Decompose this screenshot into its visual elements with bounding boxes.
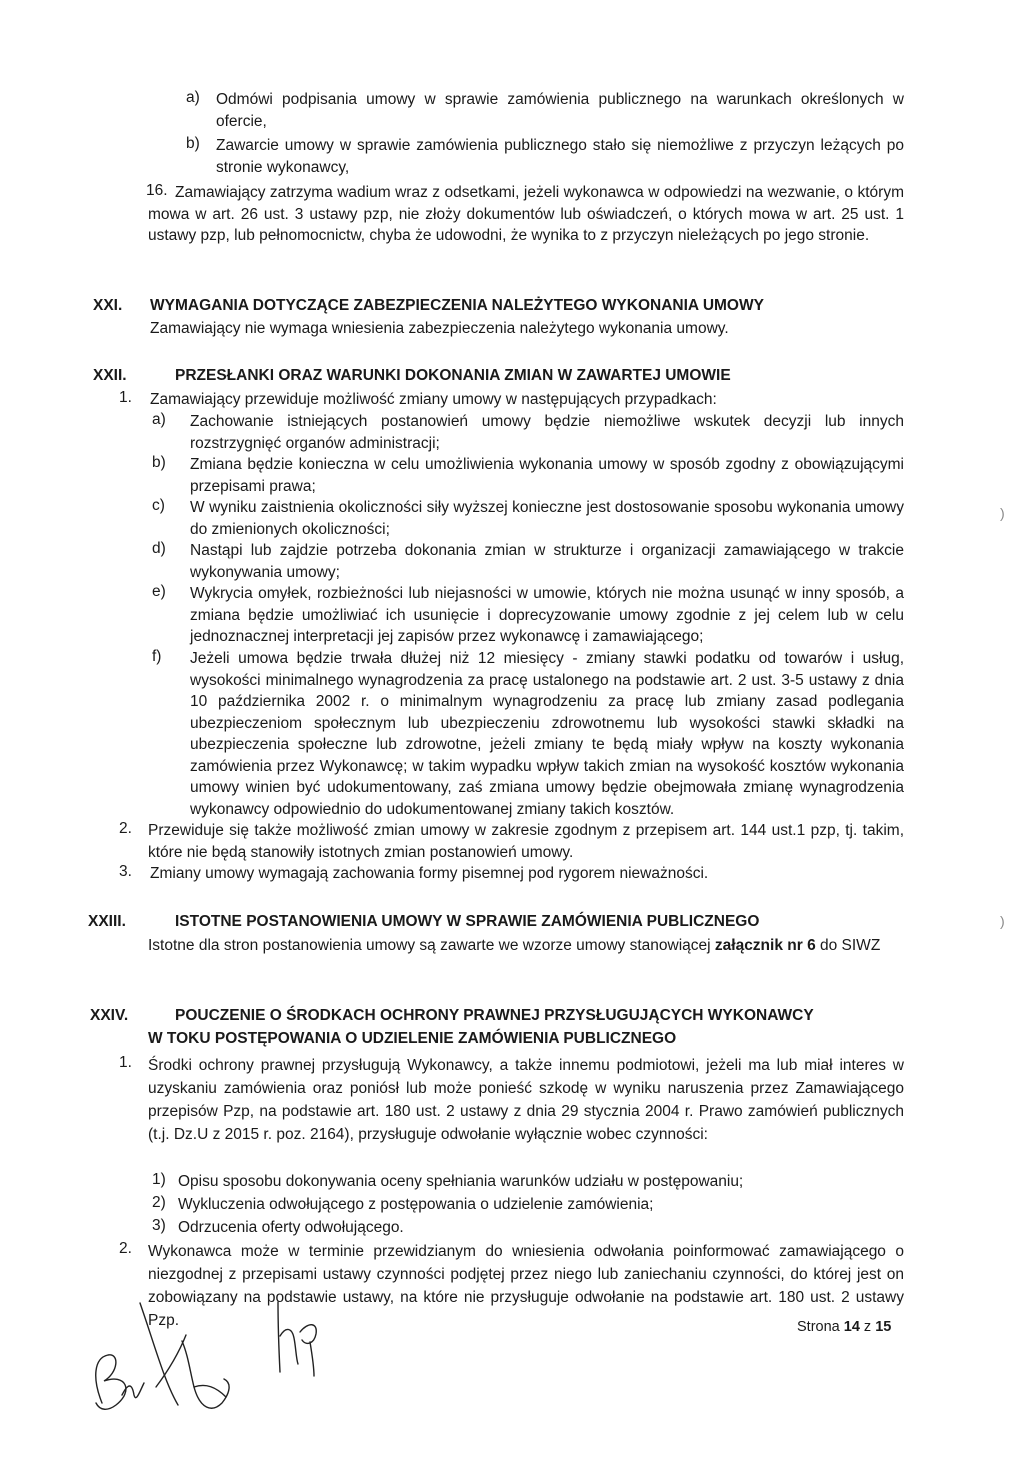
attachment-reference: załącznik nr 6 bbox=[714, 937, 816, 954]
scan-mark: ) bbox=[1000, 505, 1005, 521]
item-number: 1. bbox=[119, 1054, 132, 1071]
subitem-text: Odrzucenia oferty odwołującego. bbox=[178, 1219, 404, 1236]
item-number: 2. bbox=[119, 820, 132, 837]
item-label: b) bbox=[186, 135, 200, 152]
subitem-label: 1) bbox=[152, 1171, 166, 1188]
section-title-line1: POUCZENIE O ŚRODKACH OCHRONY PRAWNEJ PRZYSŁUGUJĄCYCH WYKONAWCY bbox=[175, 1007, 814, 1024]
subitem-text: Wykrycia omyłek, rozbieżności lub niejasności w umowie, których nie można usunąć w inny sposób, a zmiana będzie umożliwiać ich usunięcie i doprecyzowanie umowy zgodnie z jej celem lub w celu jednoznacznej interpretacji jej zapisów przez wykonawcę i zamawiającego; bbox=[190, 585, 904, 645]
handwritten-initials bbox=[270, 1292, 340, 1382]
section-number: XXIII. bbox=[88, 913, 126, 930]
handwritten-signature bbox=[82, 1283, 262, 1443]
subitem-text: Opisu sposobu dokonywania oceny spełniania warunków udziału w postępowaniu; bbox=[178, 1173, 744, 1190]
item-number: 2. bbox=[119, 1240, 132, 1257]
item-text: Zmiany umowy wymagają zachowania formy pisemnej pod rygorem nieważności. bbox=[150, 865, 709, 882]
subitem-label: 3) bbox=[152, 1217, 166, 1234]
item-text: Zamawiający zatrzyma wadium wraz z odsetkami, jeżeli wykonawca w odpowiedzi na wezwanie, o którym mowa w art. 26 ust. 3 ustawy pzp, nie złoży dokumentów lub oświadczeń, o których mowa w art. 25 ust. 1 ustawy pzp, lub pełnomocnictw, chyba że udowodni, że wynika to z przyczyn nieleżących po jego stronie. bbox=[148, 184, 904, 244]
item-number: 3. bbox=[119, 863, 132, 880]
item-text: Środki ochrony prawnej przysługują Wykonawcy, a także innemu podmiotowi, jeżeli ma lub miał interes w uzyskaniu zamówienia oraz poniósł lub może ponieść szkodę w wyniku naruszenia przez Zamawiającego przepisów Pzp, na podstawie art. 180 ust. 2 ustawy z dnia 29 stycznia 2004 r. Prawo zamówień publicznych (t.j. Dz.U z 2015 r. poz. 2164), przysługuje odwołanie wyłącznie wobec czynności: bbox=[148, 1057, 904, 1143]
subitem-text: Zachowanie istniejących postanowień umowy będzie niemożliwe wskutek decyzji lub innych rozstrzygnięć organów administracji; bbox=[190, 413, 904, 452]
section-title: WYMAGANIA DOTYCZĄCE ZABEZPIECZENIA NALEŻYTEGO WYKONANIA UMOWY bbox=[150, 297, 764, 314]
subitem-label: 2) bbox=[152, 1194, 166, 1211]
item-text: Zawarcie umowy w sprawie zamówienia publicznego stało się niemożliwe z przyczyn leżących po stronie wykonawcy, bbox=[216, 137, 904, 176]
item-text: Przewiduje się także możliwość zmian umowy w zakresie zgodnym z przepisem art. 144 ust.1 pzp, tj. takim, które nie będą stanowiły istotnych zmian postanowień umowy. bbox=[148, 822, 904, 861]
section-text: Zamawiający nie wymaga wniesienia zabezpieczenia należytego wykonania umowy. bbox=[150, 320, 729, 337]
subitem-text: Zmiana będzie konieczna w celu umożliwienia wykonania umowy w sposób zgodny z obowiązującymi przepisami prawa; bbox=[190, 456, 904, 495]
subitem-text: Jeżeli umowa będzie trwała dłużej niż 12 miesięcy - zmiany stawki podatku od towarów i usług, wysokości minimalnego wynagrodzenia za pracę ustalonego na podstawie art. 2 ust. 3-5 ustawy z dnia 10 października 2002 r. o minimalnym wynagrodzeniu za pracę lub zmiany zasad podlegania ubezpieczeniom społecznym lub ubezpieczeniu zdrowotnemu lub wysokości stawki składki na ubezpieczenia społeczne lub zdrowotne, jeżeli zmiany te będą miały wpływ na koszty wykonania zamówienia przez Wykonawcę; w takim wypadku wpływ takich zmian na wysokość kosztów wykonania umowy winien być udokumentowany, zaś zmiana umowy będzie obejmowała zmianę wynagrodzenia wykonawcy odpowiednio do udokumentowanej zmiany takich kosztów. bbox=[190, 650, 904, 818]
scan-mark: ) bbox=[1000, 913, 1005, 929]
subitem-label: e) bbox=[152, 583, 166, 600]
subitem-text: Wykluczenia odwołującego z postępowania o udzielenie zamówienia; bbox=[178, 1196, 654, 1213]
item-number: 1. bbox=[119, 389, 132, 406]
section-number: XXI. bbox=[93, 297, 123, 314]
item-text: Zamawiający przewiduje możliwość zmiany umowy w następujących przypadkach: bbox=[150, 391, 717, 408]
page-number: Strona 14 z 15 bbox=[797, 1319, 892, 1335]
item-label: a) bbox=[186, 89, 200, 106]
section-title-line2: W TOKU POSTĘPOWANIA O UDZIELENIE ZAMÓWIENIA PUBLICZNEGO bbox=[148, 1030, 677, 1047]
subitem-label: c) bbox=[152, 497, 165, 514]
subitem-label: d) bbox=[152, 540, 166, 557]
section-title: ISTOTNE POSTANOWIENIA UMOWY W SPRAWIE ZAMÓWIENIA PUBLICZNEGO bbox=[175, 913, 760, 930]
section-number: XXII. bbox=[93, 367, 127, 384]
subitem-label: a) bbox=[152, 411, 166, 428]
subitem-label: b) bbox=[152, 454, 166, 471]
item-text: Odmówi podpisania umowy w sprawie zamówienia publicznego na warunkach określonych w ofercie, bbox=[216, 91, 904, 130]
subitem-text: Nastąpi lub zajdzie potrzeba dokonania zmian w strukturze i organizacji zamawiającego w trakcie wykonywania umowy; bbox=[190, 542, 904, 581]
subitem-text: W wyniku zaistnienia okoliczności siły wyższej konieczne jest dostosowanie sposobu wykonania umowy do zmienionych okoliczności; bbox=[190, 499, 904, 538]
section-number: XXIV. bbox=[90, 1007, 129, 1024]
subitem-label: f) bbox=[152, 648, 162, 665]
section-title: PRZESŁANKI ORAZ WARUNKI DOKONANIA ZMIAN W ZAWARTEJ UMOWIE bbox=[175, 367, 731, 384]
item-text: Wykonawca może w terminie przewidzianym do wniesienia odwołania poinformować zamawiającego o niezgodnej z przepisami ustawy czynności podjętej przez niego lub zaniechaniu czynności, do której jest on zobowiązany na podstawie ustawy, na które nie przysługuje odwołanie na podstawie art. 180 ust. 2 ustawy Pzp. bbox=[148, 1243, 904, 1329]
item-number: 16. bbox=[146, 182, 168, 199]
section-text: Istotne dla stron postanowienia umowy są zawarte we wzorze umowy stanowiącej załącznik nr 6 do SIWZ bbox=[148, 937, 881, 954]
